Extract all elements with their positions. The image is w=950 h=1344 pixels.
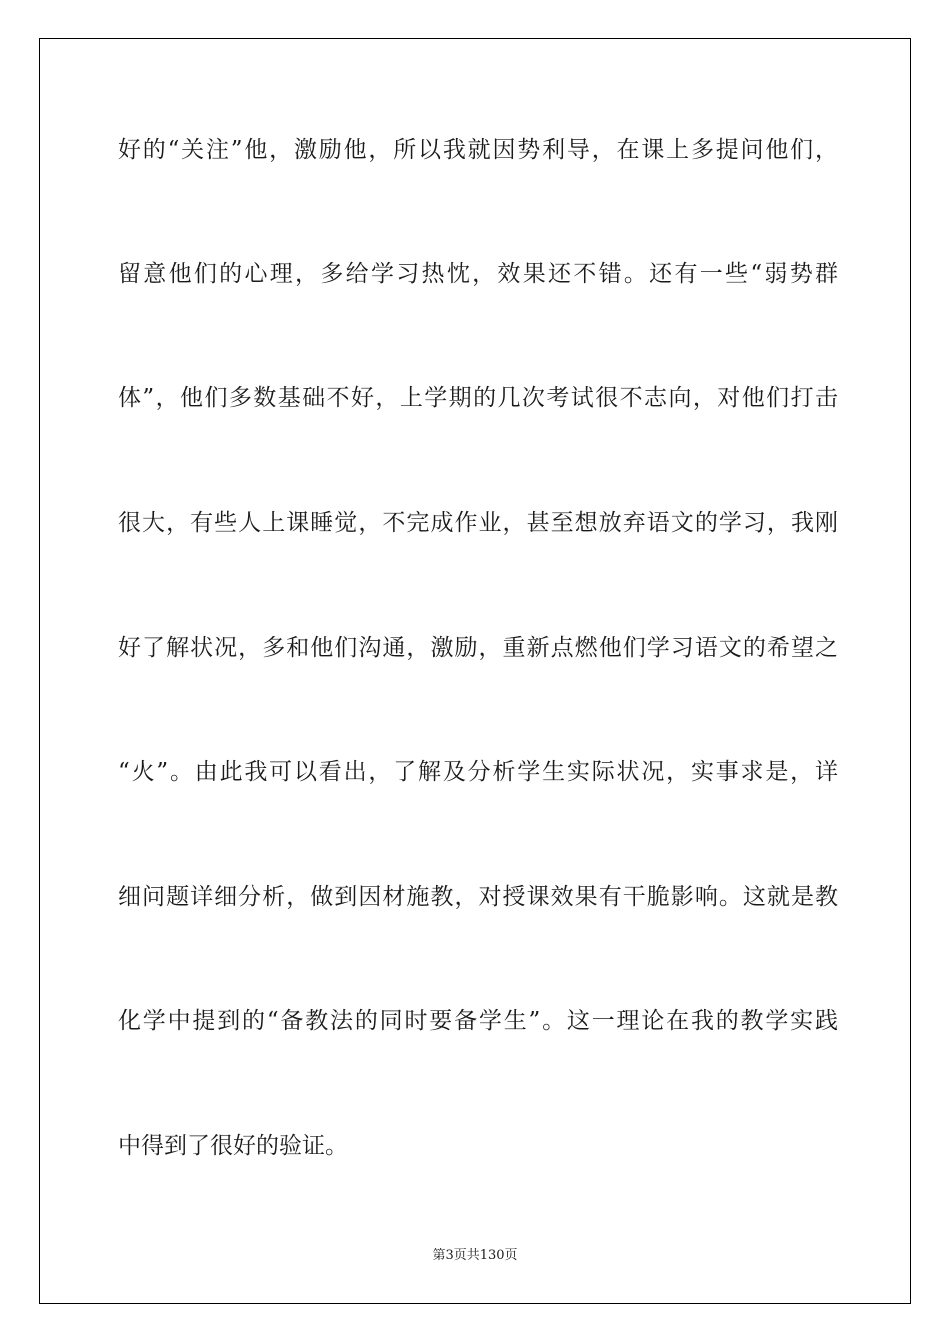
- text-line: 中得到了很好的验证。: [118, 1133, 348, 1159]
- text-line: “火”。由此我可以看出，了解及分析学生实际状况，实事求是，详: [118, 759, 838, 785]
- text-line: 好的“关注”他，激励他，所以我就因势利导，在课上多提问他们，: [118, 137, 838, 163]
- page-footer: [0, 1247, 950, 1265]
- text-line: 很大，有些人上课睡觉，不完成作业，甚至想放弃语文的学习，我刚: [118, 510, 838, 536]
- text-line: 化学中提到的“备教法的同时要备学生”。这一理论在我的教学实践: [118, 1008, 838, 1034]
- text-line: 体”，他们多数基础不好，上学期的几次考试很不志向，对他们打击: [118, 385, 838, 411]
- page-number: 第3页: [432, 1248, 467, 1263]
- text-line: 留意他们的心理，多给学习热忱，效果还不错。还有一些“弱势群: [118, 261, 838, 287]
- text-line: 好了解状况，多和他们沟通，激励，重新点燃他们学习语文的希望之: [118, 635, 838, 661]
- text-line: 细问题详细分析，做到因材施教，对授课效果有干脆影响。这就是教: [118, 884, 838, 910]
- page-total: 共130页: [466, 1248, 518, 1263]
- page-frame: [39, 38, 911, 1304]
